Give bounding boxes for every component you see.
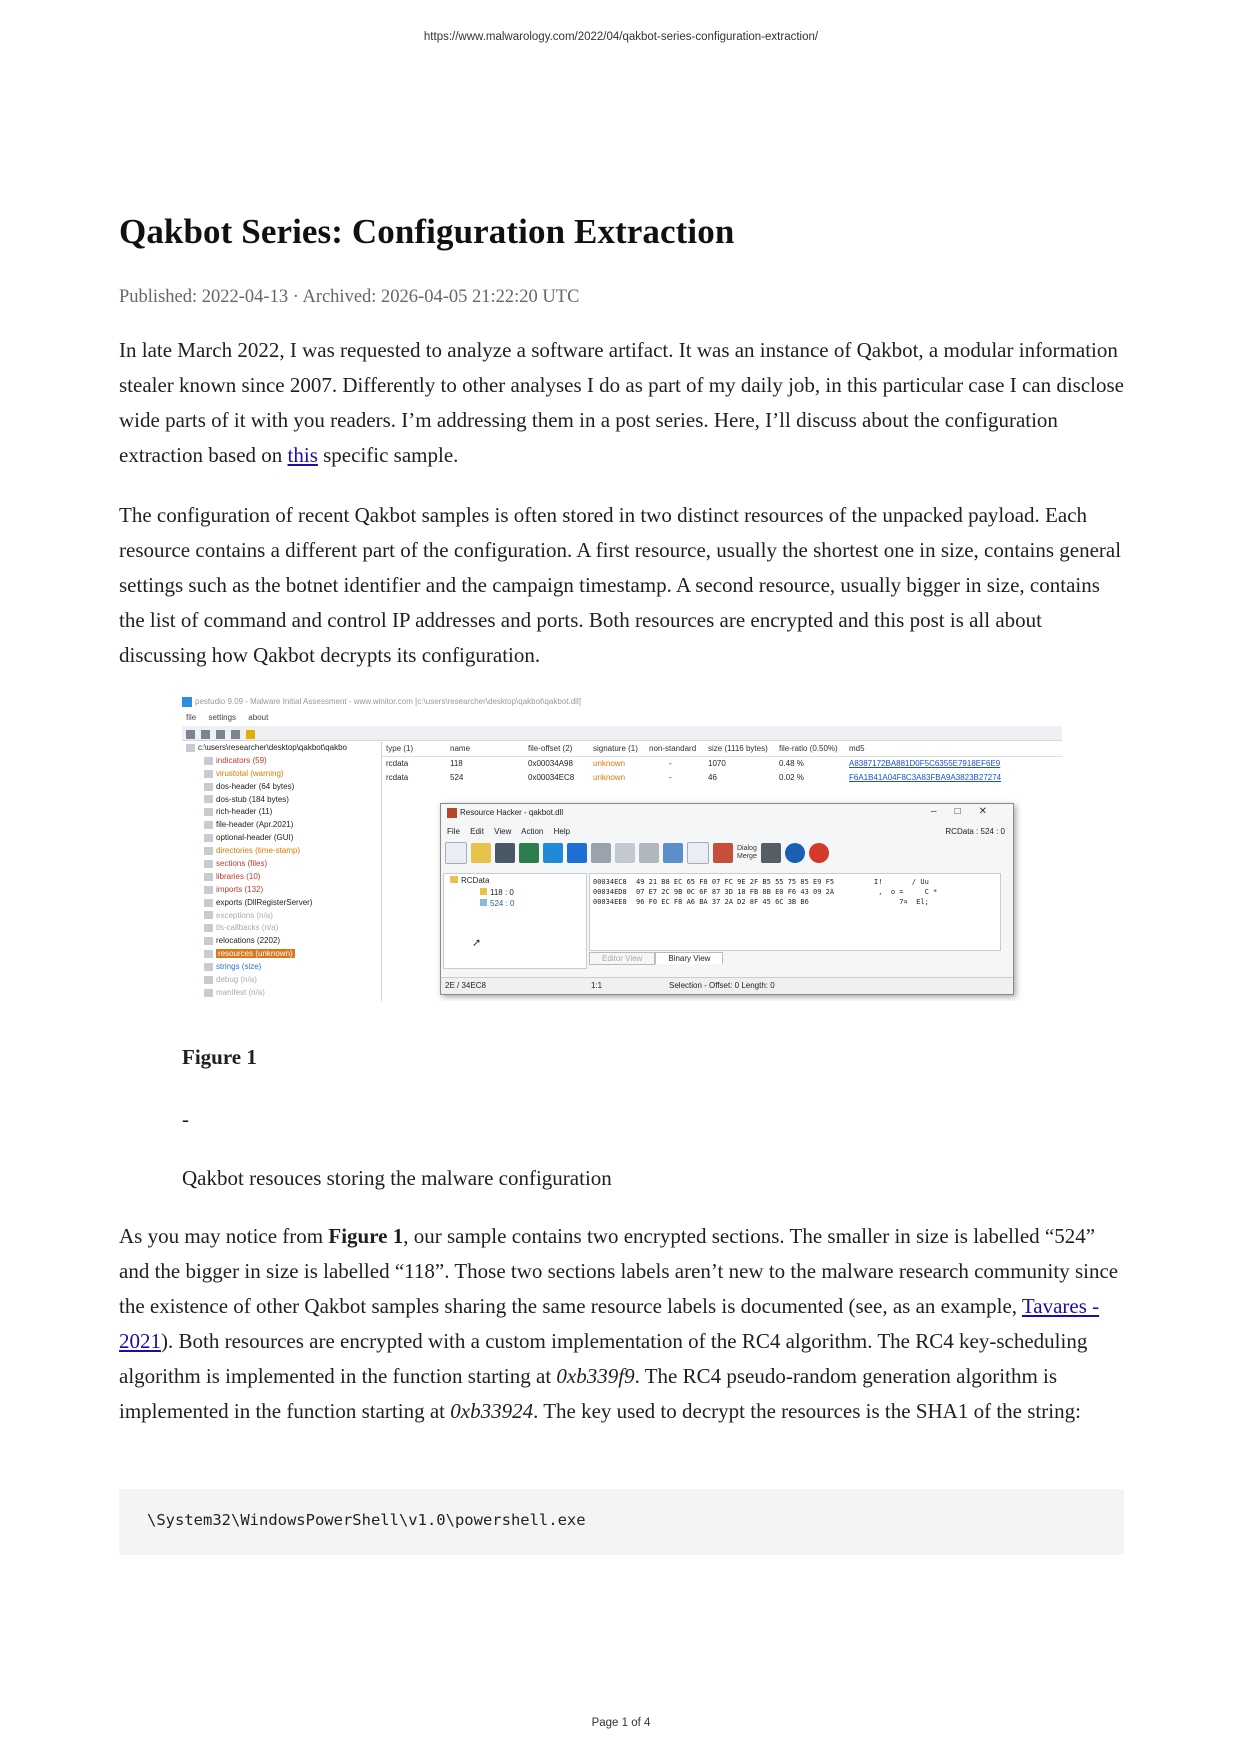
tree-node[interactable] <box>182 935 381 948</box>
tree-node-icon <box>204 770 213 778</box>
tree-node-label: directories (time-stamp) <box>216 846 301 856</box>
tree-node-label: dos-stub (184 bytes) <box>216 794 289 804</box>
col-type[interactable]: type (1) <box>386 744 414 753</box>
rh-menu-action[interactable]: Action <box>521 827 544 836</box>
tree-node-label: resources (unknown) <box>218 949 293 959</box>
rh-menu-edit[interactable]: Edit <box>470 827 484 836</box>
hex-ascii: I! / Uu , o = C * 7¤ El; <box>874 878 938 906</box>
tree-node-label: optional-header (GUI) <box>216 833 294 843</box>
status-selection: Selection - Offset: 0 Length: 0 <box>669 981 775 990</box>
tree-node-label: imports (132) <box>216 884 264 894</box>
tree-node[interactable] <box>182 974 381 987</box>
tree-node[interactable] <box>182 819 381 832</box>
cell-file-offset: 0x00034EC8 <box>528 773 575 782</box>
tree-node[interactable] <box>182 987 381 1000</box>
mouse-cursor-icon: ➚ <box>472 937 482 949</box>
copy-icon[interactable] <box>615 843 635 863</box>
tree-node-icon <box>204 860 213 868</box>
paragraph-analysis <box>119 1219 1124 1429</box>
tree-node-icon <box>204 847 213 855</box>
rh-toolbar <box>445 842 833 868</box>
cell-size: 1070 <box>708 759 726 768</box>
folder-icon <box>450 876 458 883</box>
tree-node-label: file-header (Apr.2021) <box>216 820 294 830</box>
back-arrow-icon[interactable] <box>543 843 563 863</box>
cell-type: rcdata <box>386 759 409 768</box>
tree-node-icon <box>204 783 213 791</box>
tree-node-label: exceptions (n/a) <box>216 910 273 920</box>
tree-node-icon <box>204 821 213 829</box>
add-image-icon[interactable] <box>713 843 733 863</box>
pestudio-resource-table <box>382 742 1062 785</box>
figure-dash: - <box>182 1107 189 1131</box>
paragraph-analysis-text-2: , our sample contains two encrypted sections. The smaller in size is labelled “524” and the bigger in size is labelled “118”. Those two sections labels aren’t new to the malware research community since the existence of other Qakbot samples sharing the same resource labels is documented (see, as an example, <box>119 1224 1119 1318</box>
tree-node[interactable] <box>182 794 381 807</box>
figure-label: Figure 1 <box>182 1045 257 1069</box>
forward-arrow-icon[interactable] <box>567 843 587 863</box>
tree-node[interactable] <box>182 806 381 819</box>
tree-node-label: relocations (2202) <box>216 936 281 946</box>
pestudio-menu-file[interactable]: file <box>186 713 197 722</box>
paragraph-analysis-text-5: . The key used to decrypt the resources is the SHA1 of the string: <box>533 1399 1081 1423</box>
cell-signature: unknown <box>593 773 626 782</box>
table-row[interactable] <box>382 757 1062 771</box>
cell-file-offset: 0x00034A98 <box>528 759 573 768</box>
tree-node-icon <box>204 950 213 958</box>
rh-title: Resource Hacker - qakbot.dll <box>460 808 564 818</box>
tree-node-icon <box>204 873 213 881</box>
rh-resource-id: RCData : 524 : 0 <box>945 827 1005 836</box>
tree-node-524[interactable] <box>480 899 514 908</box>
power-icon[interactable] <box>809 843 829 863</box>
article-title: Qakbot Series: Configuration Extraction <box>119 212 735 251</box>
tree-node-icon <box>204 963 213 971</box>
status-ratio: 1:1 <box>591 981 603 990</box>
cell-name: 118 <box>450 759 463 768</box>
tree-node-icon <box>204 911 213 919</box>
rh-statusbar <box>441 977 1013 994</box>
pestudio-menu-settings[interactable]: settings <box>208 713 237 722</box>
col-non-standard[interactable]: non-standard <box>649 744 697 753</box>
tree-node-label: sections (files) <box>216 859 268 869</box>
code-block <box>119 1489 1124 1555</box>
tree-node-118[interactable] <box>480 888 514 897</box>
tree-root-label: RCData <box>461 876 490 885</box>
paragraph-intro <box>119 333 1124 473</box>
cell-file-ratio: 0.48 % <box>779 759 804 768</box>
tree-node[interactable] <box>182 845 381 858</box>
tree-node[interactable] <box>182 781 381 794</box>
figure-1-screenshot <box>182 693 1062 1001</box>
col-size[interactable]: size (1116 bytes) <box>708 744 768 753</box>
article-meta: Published: 2022-04-13 · Archived: 2026-04-05 21:22:20 UTC <box>119 287 580 307</box>
pestudio-title: pestudio 9.09 - Malware Initial Assessment - www.winitor.com [c:\users\researcher\desktop\qakbot\qakbot.dll] <box>195 697 581 707</box>
tree-node-icon <box>204 976 213 984</box>
help-icon[interactable] <box>246 730 255 739</box>
prga-address: 0xb33924 <box>450 1399 534 1423</box>
paragraph-config: The configuration of recent Qakbot samples is often stored in two distinct resources of the unpacked payload. Each resource contains a different part of the configuration. A first resource, usually the shortest one in size, contains general settings such as the botnet identifier and the campaign timestamp. A second resource, usually bigger in size, contains the list of command and control IP addresses and ports. Both resources are encrypted and this post is all about discussing how Qakbot decrypts its configuration. <box>119 503 1122 667</box>
open-icon[interactable] <box>186 730 195 739</box>
close-icon[interactable] <box>216 730 225 739</box>
star-icon <box>480 899 487 906</box>
paragraph-analysis-text-1: As you may notice from <box>119 1224 329 1248</box>
tavares-link[interactable]: Tavares - 2021 <box>119 1294 1100 1353</box>
tree-node-label: virustotal (warning) <box>216 768 284 778</box>
save-as-icon[interactable] <box>519 843 539 863</box>
page-number: Page 1 of 4 <box>591 1717 651 1729</box>
paragraph-intro-text-1: In late March 2022, I was requested to analyze a software artifact. It was an instance of Qakbot, a modular information stealer known since 2007. Differently to other analyses I do as part of my daily job, in this particular case I can disclose wide parts of it with you readers. I’m addressing them in a post series. Here, I’ll discuss about the configuration extraction based on <box>119 338 1124 467</box>
rh-menu-file[interactable]: File <box>447 827 460 836</box>
hex-offsets: 00034EC8 00034ED8 00034EE8 <box>593 878 627 906</box>
tree-node-label: rich-header (11) <box>216 807 273 817</box>
rh-hex-view[interactable] <box>589 873 1001 951</box>
tree-node[interactable] <box>182 897 381 910</box>
rh-titlebar <box>447 808 563 818</box>
rh-menu-help[interactable]: Help <box>553 827 571 836</box>
table-row[interactable] <box>382 771 1062 785</box>
col-name[interactable]: name <box>450 744 471 753</box>
save-icon[interactable] <box>201 730 210 739</box>
col-signature[interactable]: signature (1) <box>593 744 638 753</box>
resource-icon <box>480 888 487 895</box>
cell-non-standard: - <box>669 759 672 768</box>
tree-item-label: 118 : 0 <box>490 888 514 897</box>
pestudio-menubar <box>186 713 278 722</box>
tab-editor-view[interactable]: Editor View <box>589 952 655 965</box>
cell-md5-link[interactable]: A8387172BA881D0F5C6355E7918EF6E9 <box>849 759 1001 768</box>
tree-node[interactable] <box>182 884 381 897</box>
col-file-ratio[interactable]: file-ratio (0.50%) <box>779 744 838 753</box>
col-file-offset[interactable]: file-offset (2) <box>528 744 573 753</box>
tree-node-label: dos-header (64 bytes) <box>216 781 295 791</box>
tree-node-icon <box>204 937 213 945</box>
play-icon[interactable] <box>761 843 781 863</box>
cell-type: rcdata <box>386 773 409 782</box>
rh-menubar <box>447 827 578 836</box>
figure-caption: Qakbot resouces storing the malware configuration <box>182 1166 612 1190</box>
tree-node-label: c:\users\researcher\desktop\qakbot\qakbo <box>198 743 347 752</box>
info-icon[interactable] <box>785 843 805 863</box>
rh-view-tabs <box>589 952 723 966</box>
pestudio-toolbar <box>182 726 1062 741</box>
tree-item-label: 524 : 0 <box>490 899 515 908</box>
rh-window-buttons[interactable]: –□✕ <box>931 806 1005 817</box>
tree-node[interactable] <box>182 922 381 935</box>
table-header-row <box>382 742 1062 757</box>
pestudio-tree <box>182 742 382 1001</box>
col-md5[interactable]: md5 <box>849 744 865 753</box>
paragraph-intro-text-2: specific sample. <box>317 443 459 467</box>
ksa-address: 0xb339f9 <box>556 1364 635 1388</box>
save-icon[interactable] <box>495 843 515 863</box>
tab-binary-view[interactable]: Binary View <box>655 952 723 964</box>
open-folder-icon[interactable] <box>471 843 491 863</box>
tree-node-icon <box>204 886 213 894</box>
paste-icon[interactable] <box>639 843 659 863</box>
resource-hacker-icon <box>447 808 457 818</box>
tree-node-icon <box>204 924 213 932</box>
tree-node-icon <box>204 989 213 997</box>
cell-signature: unknown <box>593 759 626 768</box>
cell-size: 46 <box>708 773 717 782</box>
tree-node[interactable] <box>182 768 381 781</box>
tree-node-label: libraries (10) <box>216 871 261 881</box>
paragraph-analysis-text-4: . The RC4 pseudo-random generation algorithm is implemented in the function starting at <box>119 1364 1058 1423</box>
tree-node[interactable] <box>182 742 381 755</box>
cell-file-ratio: 0.02 % <box>779 773 804 782</box>
pestudio-titlebar <box>182 697 581 711</box>
list-icon[interactable] <box>231 730 240 739</box>
tree-node-label: tls-callbacks (n/a) <box>216 923 279 933</box>
tree-node[interactable] <box>182 910 381 923</box>
sample-link[interactable]: this <box>287 443 318 467</box>
tree-node-label: indicators (59) <box>216 755 267 765</box>
resource-hacker-window <box>440 803 1014 995</box>
search-icon[interactable] <box>663 843 683 863</box>
tree-node-label: manifest (n/a) <box>216 987 265 997</box>
page-url-header: https://www.malwarology.com/2022/04/qakbot-series-configuration-extraction/ <box>423 31 819 43</box>
tree-node[interactable] <box>182 832 381 845</box>
tree-node[interactable] <box>182 961 381 974</box>
pestudio-menu-about[interactable]: about <box>248 713 269 722</box>
rh-resource-tree <box>443 873 587 969</box>
tree-node[interactable] <box>182 948 381 961</box>
tree-node[interactable] <box>182 755 381 768</box>
tree-node[interactable] <box>182 858 381 871</box>
status-position: 2E / 34EC8 <box>445 981 486 990</box>
rh-menu-view[interactable]: View <box>494 827 512 836</box>
hex-bytes: 49 21 B8 EC 65 F8 07 FC 9E 2F B5 55 75 85 E9 F5 07 E7 2C 9B 0C 6F 87 3D 18 FB 8B E0 F6 43 09 2A 96 F0 EC F8 A6 BA 37 2A D2 8F 45 6C 3B B6 <box>636 878 835 906</box>
tree-node-rcdata[interactable] <box>450 876 489 885</box>
paragraph-analysis-text-3: ). Both resources are encrypted with a custom implementation of the RC4 algorithm. The RC4 key-scheduling algorithm is implemented in the function starting at <box>119 1329 1088 1388</box>
tree-node-label: debug (n/a) <box>216 975 257 985</box>
code-text: \System32\WindowsPowerShell\v1.0\powershell.exe <box>147 1511 586 1529</box>
tree-node[interactable] <box>182 871 381 884</box>
cell-non-standard: - <box>669 773 672 782</box>
cut-icon[interactable] <box>591 843 611 863</box>
cell-md5-link[interactable]: F6A1B41A04F8C3A83FBA9A3823B27274 <box>849 773 1002 782</box>
tree-node-label: strings (size) <box>216 962 262 972</box>
tree-node-icon <box>186 744 195 752</box>
figure-reference: Figure 1 <box>328 1224 404 1248</box>
tree-node-icon <box>204 757 213 765</box>
tree-node-icon <box>204 834 213 842</box>
tree-node-icon <box>204 899 213 907</box>
new-file-icon[interactable] <box>445 842 467 864</box>
pestudio-app-icon <box>182 697 192 707</box>
add-resource-icon[interactable] <box>687 842 709 864</box>
cell-name: 524 <box>450 773 464 782</box>
dialog-merge-button[interactable]: Dialog Merge <box>737 845 757 860</box>
tree-node-icon <box>204 795 213 803</box>
tree-node-icon <box>204 808 213 816</box>
tree-node-label: exports (DllRegisterServer) <box>216 897 313 907</box>
